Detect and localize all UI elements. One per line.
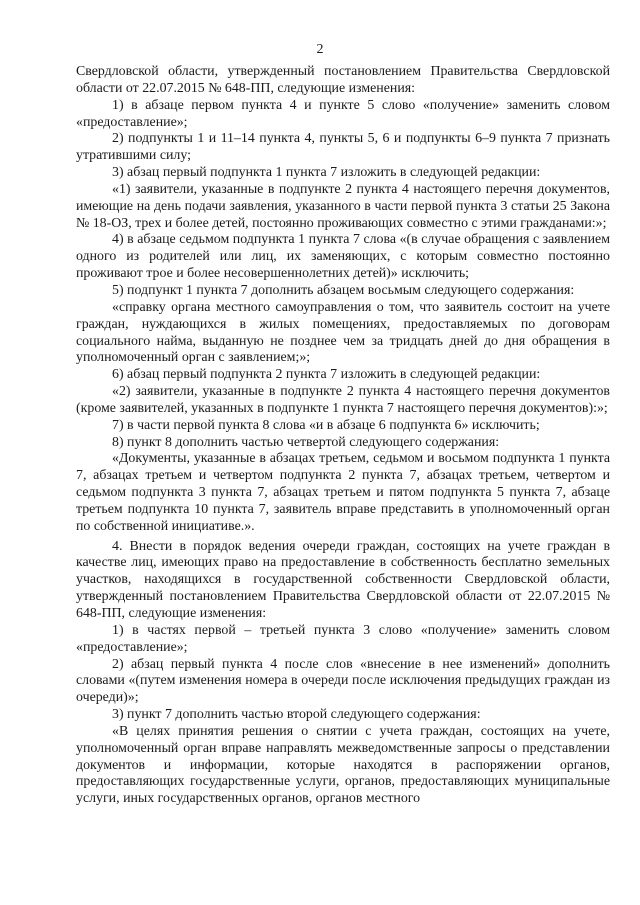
paragraph-section-4-item-1: 1) в частях первой – третьей пункта 3 слово «получение» заменить словом «предоставление»;: [76, 622, 610, 655]
paragraph-quote-1: «1) заявители, указанные в подпункте 2 пункта 4 настоящего перечня документов, имеющие на день подачи заявления, указанного в части первой пункта 3 статьи 25 Закона № 18-ОЗ, трех и более детей, постоянно проживающих совместно с этими гражданами:»;: [76, 181, 610, 231]
paragraph-item-2: 2) подпункты 1 и 11–14 пункта 4, пункты 5, 6 и подпункты 6–9 пункта 7 признать утратившими силу;: [76, 131, 610, 164]
document-body: [76, 64, 610, 808]
paragraph-continuation: Свердловской области, утвержденный постановлением Правительства Свердловской области от 22.07.2015 № 648-ПП, следующие изменения:: [76, 64, 610, 96]
paragraph-quote-deregistration: «В целях принятия решения о снятии с учета граждан, состоящих на учете, уполномоченный орган вправе направлять межведомственные запросы о представлении документов и информации, которые находятся в распоряжении органов, предоставляющих государственные услуги, органов, предоставляющих муниципальные услуги, иных государственных органов, органов местного: [76, 723, 610, 807]
paragraph-section-4-item-2: 2) абзац первый пункта 4 после слов «внесение в нее изменений» дополнить словами «(путем изменения номера в очереди после исключения предыдущих граждан из очереди)»;: [76, 656, 610, 706]
paragraph-section-4-item-3: 3) пункт 7 дополнить частью второй следующего содержания:: [112, 707, 481, 723]
paragraph-item-8: 8) пункт 8 дополнить частью четвертой следующего содержания:: [112, 434, 500, 450]
paragraph-item-4: 4) в абзаце седьмом подпункта 1 пункта 7 слова «(в случае обращения с заявлением одного из родителей или лиц, их заменяющих, с которым совместно постоянно проживают трое и более несовершеннолетних детей)» исключить;: [76, 232, 610, 282]
paragraph-item-1: 1) в абзаце первом пункта 4 и пункте 5 слово «получение» заменить словом «предоставление»;: [76, 97, 610, 130]
paragraph-quote-certificate: «справку органа местного самоуправления о том, что заявитель состоит на учете граждан, нуждающихся в жилых помещениях, предоставляемых по договорам социального найма, выданную не позднее чем за тридцать дней до дня обращения в уполномоченный орган с заявлением;»;: [76, 299, 610, 366]
paragraph-item-3: 3) абзац первый подпункта 1 пункта 7 изложить в следующей редакции:: [112, 165, 541, 181]
paragraph-item-7: 7) в части первой пункта 8 слова «и в абзаце 6 подпункта 6» исключить;: [112, 417, 540, 433]
paragraph-section-4: 4. Внести в порядок ведения очереди граждан, состоящих на учете граждан в качестве лиц, имеющих право на предоставление в собственность бесплатно земельных участков, находящихся в государственной собственности Свердловской области, утвержденный постановлением Правительства Свердловской области от 22.07.2015 № 648-ПП, следующие изменения:: [76, 538, 610, 621]
paragraph-item-5: 5) подпункт 1 пункта 7 дополнить абзацем восьмым следующего содержания:: [112, 282, 575, 298]
paragraph-quote-documents: «Документы, указанные в абзацах третьем, седьмом и восьмом подпункта 1 пункта 7, абзацах третьем и четвертом подпункта 2 пункта 7, абзацах третьем, четвертом и седьмом подпункта 3 пункта 7, абзацах третьем и пятом подпункта 5 пункта 7, абзаце третьем подпункта 10 пункта 7, заявитель вправе представить в уполномоченный орган по собственной инициативе.».: [76, 451, 610, 534]
page-number: 2: [316, 42, 324, 57]
paragraph-quote-2: «2) заявители, указанные в подпункте 2 пункта 4 настоящего перечня документов (кроме заявителей, указанных в подпункте 1 пункта 7 настоящего перечня документов):»;: [76, 384, 610, 416]
paragraph-item-6: 6) абзац первый подпункта 2 пункта 7 изложить в следующей редакции:: [112, 367, 541, 383]
